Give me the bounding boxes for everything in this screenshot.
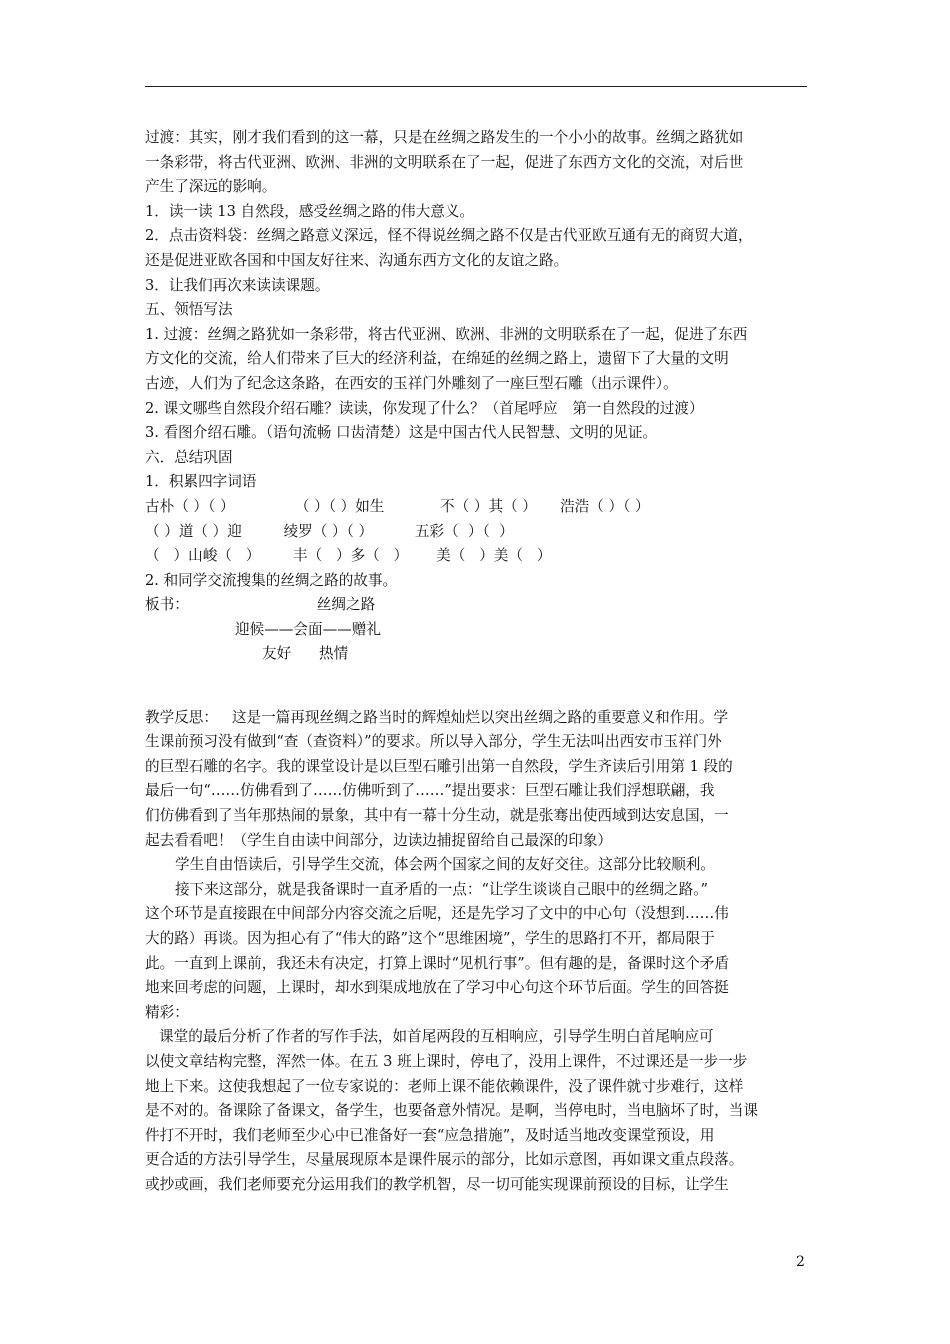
reflection-line: 此。一直到上课前，我还未有决定，打算上课时“见机行事”。但有趣的是，备课时这个矛盾 <box>145 954 730 972</box>
section-five-line: 3. 看图介绍石雕。（语句流畅 口齿清楚）这是中国古代人民智慧、文明的见证。 <box>145 424 658 442</box>
section-six-item: 1．积累四字词语 <box>145 473 257 491</box>
section-five-line: 方文化的交流，给人们带来了巨大的经济利益，在绵延的丝绸之路上，遗留下了大量的文明 <box>145 350 729 368</box>
section-heading-five: 五、领悟写法 <box>145 301 233 319</box>
page-number: 2 <box>796 1254 805 1270</box>
reflection-line: 教学反思： 这是一篇再现丝绸之路当时的辉煌灿烂以突出丝绸之路的重要意义和作用。学 <box>145 708 729 726</box>
reflection-line: 课堂的最后分析了作者的写作手法，如首尾两段的互相响应，引导学生明白首尾响应可 <box>159 1028 714 1046</box>
board-row: 友好 热情 <box>262 645 349 663</box>
list-item: 1．读一读 13 自然段，感受丝绸之路的伟大意义。 <box>145 202 475 220</box>
reflection-line: 大的路）再谈。因为担心有了“伟大的路”这个“思维困境”，学生的思路打不开，都局限于 <box>145 930 715 947</box>
reflection-line: 是不对的。备课除了备课文，备学生，也要备意外情况。是啊，当停电时，当电脑坏了时，当课 <box>145 1102 758 1120</box>
board-row: 迎候——会面——赠礼 <box>235 620 381 638</box>
word-exercise-row: （ ）道（ ）迎 绫罗（ ）（ ） 五彩（ ）（ ） <box>145 522 514 540</box>
reflection-line: 接下来这部分，就是我备课时一直矛盾的一点：“让学生谈谈自己眼中的丝绸之路。” <box>175 880 708 898</box>
header-rule <box>145 86 807 87</box>
section-five-line: 2. 课文哪些自然段介绍石雕？读读，你发现了什么？（首尾呼应 第一自然段的过渡） <box>145 399 704 417</box>
reflection-line: 起去看看吧！（学生自由读中间部分，边读边捕捉留给自己最深的印象） <box>145 831 613 849</box>
reflection-line: 生课前预习没有做到“查（查资料）”的要求。所以导入部分，学生无法叫出西安市玉祥门外 <box>145 733 722 751</box>
section-six-item: 2. 和同学交流搜集的丝绸之路的故事。 <box>145 571 398 589</box>
section-five-line: 古迹，人们为了纪念这条路，在西安的玉祥门外雕刻了一座巨型石雕（出示课件）。 <box>145 374 678 392</box>
transition-line: 一条彩带，将古代亚洲、欧洲、非洲的文明联系在了一起，促进了东西方文化的交流，对后世 <box>145 153 744 171</box>
reflection-line: 或抄或画，我们老师要充分运用我们的教学机智，尽一切可能实现课前预设的目标，让学生 <box>145 1175 729 1193</box>
board-label: 板书： <box>145 596 189 614</box>
reflection-line: 件打不开时，我们老师至少心中已准备好一套“应急措施”，及时适当地改变课堂预设，用 <box>145 1126 715 1144</box>
board-title: 丝绸之路 <box>316 596 376 614</box>
reflection-line: 最后一句“……仿佛看到了……仿佛听到了……”提出要求：巨型石雕让我们浮想联翩，我 <box>145 782 715 800</box>
document-body <box>145 126 815 1198</box>
reflection-line: 更合适的方法引导学生，尽量展现原本是课件展示的部分，比如示意图，再如课文重点段落。 <box>145 1151 744 1169</box>
reflection-line: 的巨型石雕的名字。我的课堂设计是以巨型石雕引出第一自然段，学生齐读后引用第 1 段的 <box>145 757 733 775</box>
list-item: 3．让我们再次来读读课题。 <box>145 276 330 294</box>
reflection-line: 地上下来。这使我想起了一位专家说的：老师上课不能依赖课件，没了课件就寸步难行，这样 <box>145 1077 744 1095</box>
reflection-line: 地来回考虑的问题，上课时，却水到渠成地放在了学习中心句这个环节后面。学生的回答挺 <box>145 979 729 997</box>
reflection-line: 学生自由悟读后，引导学生交流，体会两个国家之间的友好交往。这部分比较顺利。 <box>175 856 715 874</box>
section-five-line: 1. 过渡：丝绸之路犹如一条彩带，将古代亚洲、欧洲、非洲的文明联系在了一起，促进了东西 <box>145 325 748 343</box>
list-item: 2．点击资料袋：丝绸之路意义深远，怪不得说丝绸之路不仅是古代亚欧互通有无的商贸大道， <box>145 227 753 245</box>
reflection-line: 精彩： <box>145 1003 189 1021</box>
reflection-line: 这个环节是直接跟在中间部分内容交流之后呢，还是先学习了文中的中心句（没想到……伟 <box>145 905 729 923</box>
reflection-line: 们仿佛看到了当年那热闹的景象，其中有一幕十分生动，就是张骞出使西域到达安息国，一 <box>145 807 729 825</box>
section-heading-six: 六．总结巩固 <box>145 448 233 466</box>
board-notes <box>145 593 815 618</box>
word-exercise-row: （ ）山峻（ ） 丰（ ）多（ ） 美（ ）美（ ） <box>145 547 552 565</box>
transition-line: 产生了深远的影响。 <box>145 178 277 196</box>
word-exercise-row: 古朴（ ）（ ） （ ）（ ）如生 不（ ）其（ ） 浩浩（ ）（ ） <box>145 497 650 515</box>
transition-line: 过渡：其实，刚才我们看到的这一幕，只是在丝绸之路发生的一个小小的故事。丝绸之路犹如 <box>145 129 744 146</box>
reflection-line: 以使文章结构完整，浑然一体。在五 3 班上课时，停电了，没用上课件，不过课还是一步一步 <box>145 1052 748 1070</box>
list-item: 还是促进亚欧各国和中国友好往来、沟通东西方文化的友谊之路。 <box>145 251 569 269</box>
